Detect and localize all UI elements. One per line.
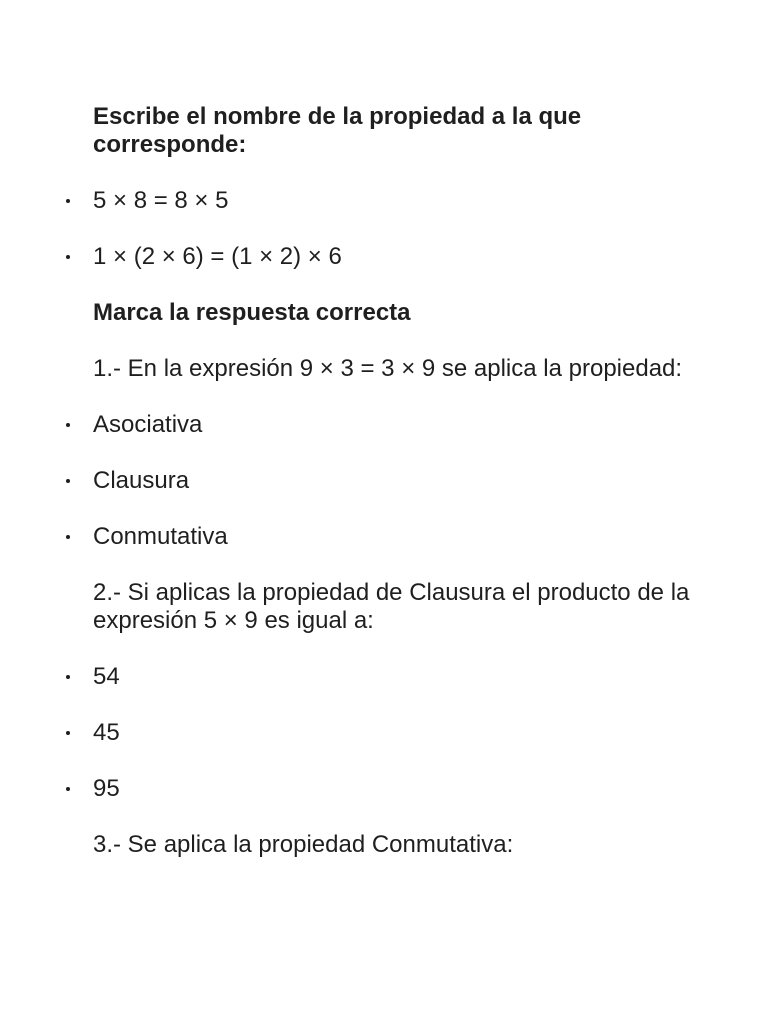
item-text: 1 × (2 × 6) = (1 × 2) × 6 xyxy=(93,243,342,270)
option-item[interactable] xyxy=(93,663,693,691)
option-text: Conmutativa xyxy=(93,523,228,550)
bullet-icon xyxy=(66,423,70,427)
bullet-icon xyxy=(66,479,70,483)
option-text: 54 xyxy=(93,663,120,690)
bullet-icon xyxy=(66,255,70,259)
list-item xyxy=(93,243,693,271)
option-text: 95 xyxy=(93,775,120,802)
section1-heading: Escribe el nombre de la propiedad a la que corresponde: xyxy=(93,103,582,158)
option-item[interactable] xyxy=(93,775,693,803)
bullet-icon xyxy=(66,787,70,791)
bullet-icon xyxy=(66,675,70,679)
option-item[interactable] xyxy=(93,467,693,495)
question-2: 2.- Si aplicas la propiedad de Clausura el producto de la expresión 5 × 9 es igual a: xyxy=(93,579,690,634)
option-text: Clausura xyxy=(93,467,190,494)
section2-heading: Marca la respuesta correcta xyxy=(93,299,411,326)
option-item[interactable] xyxy=(93,719,693,747)
bullet-icon xyxy=(66,199,70,203)
option-text: Asociativa xyxy=(93,411,203,438)
item-text: 5 × 8 = 8 × 5 xyxy=(93,187,229,214)
option-item[interactable] xyxy=(93,523,693,551)
bullet-icon xyxy=(66,731,70,735)
option-item[interactable] xyxy=(93,411,693,439)
option-text: 45 xyxy=(93,719,120,746)
worksheet-content xyxy=(93,103,693,859)
question-3: 3.- Se aplica la propiedad Conmutativa: xyxy=(93,831,514,858)
list-item xyxy=(93,187,693,215)
question-1: 1.- En la expresión 9 × 3 = 3 × 9 se aplica la propiedad: xyxy=(93,355,683,382)
bullet-icon xyxy=(66,535,70,539)
